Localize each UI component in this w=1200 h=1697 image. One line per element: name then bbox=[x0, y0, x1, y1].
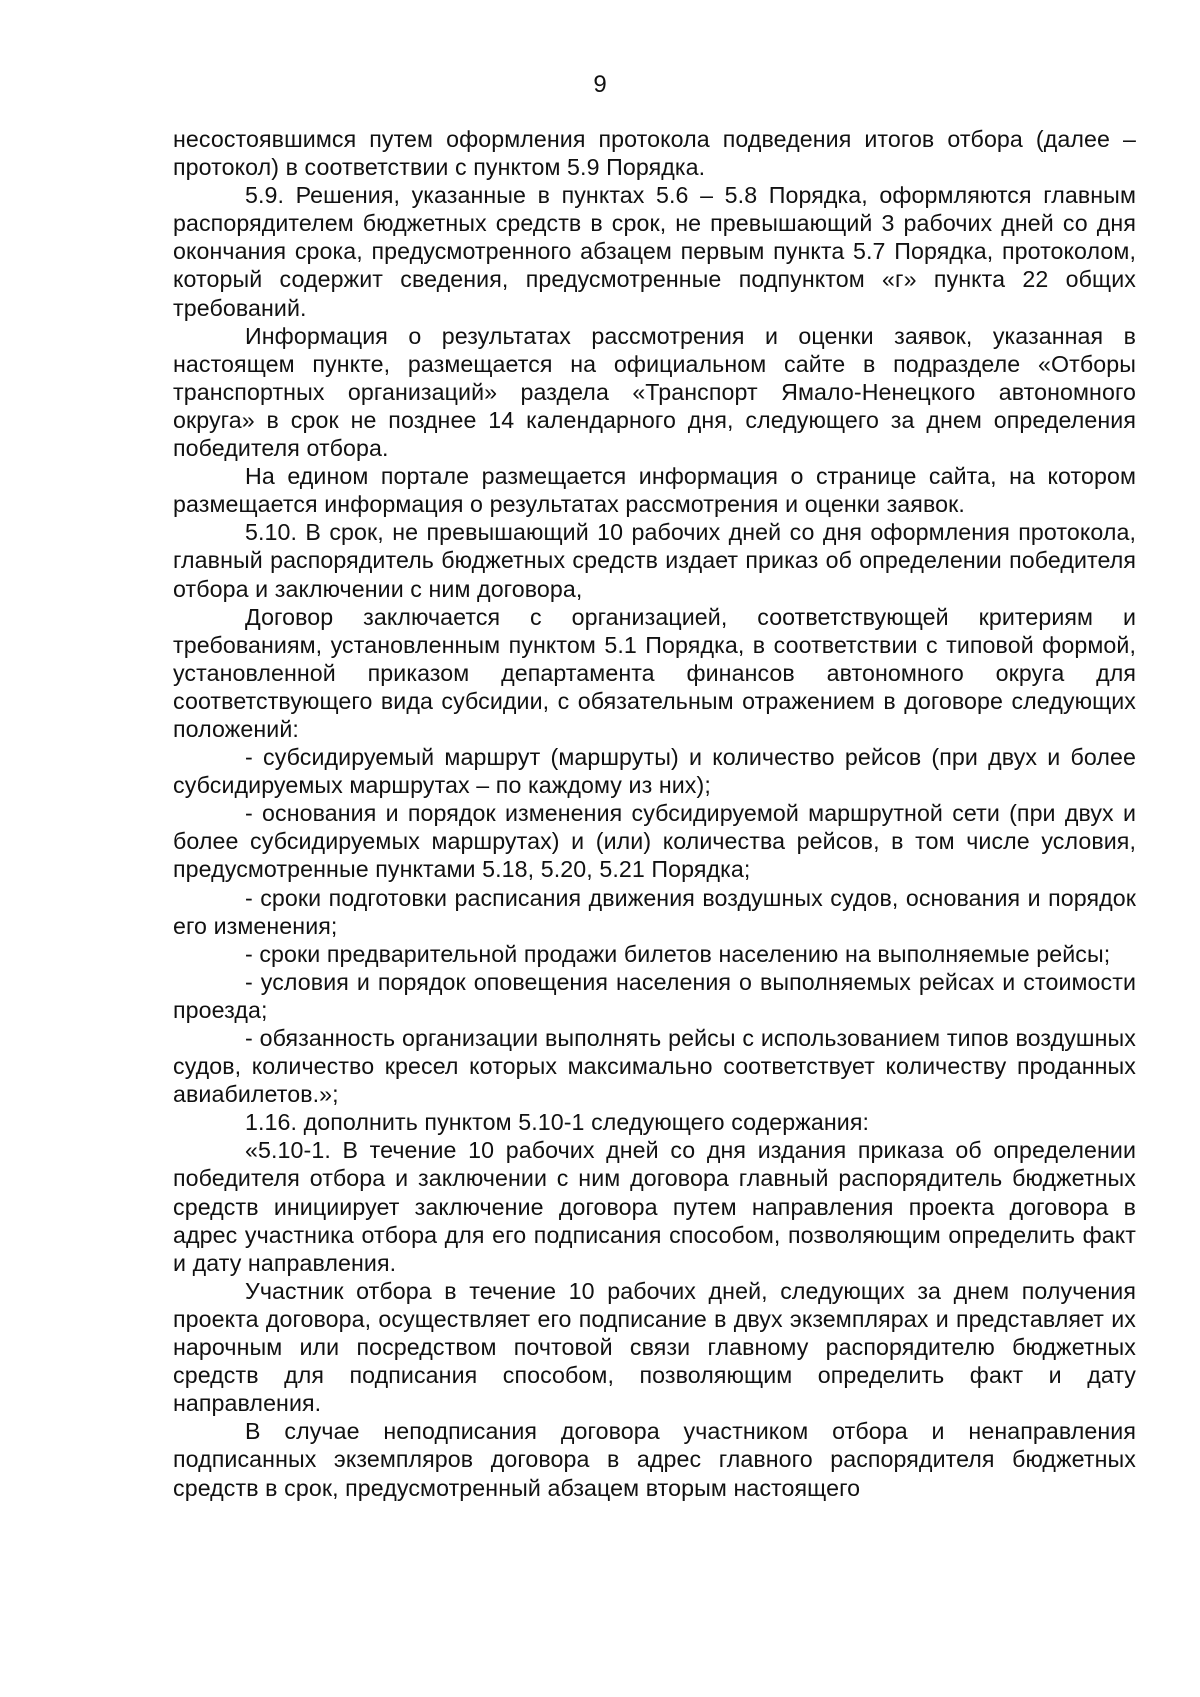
list-item-aircraft-obligation: - обязанность организации выполнять рейсы с использованием типов воздушных судов, количество кресел которых максимально соответствует количеству проданных авиабилетов.»; bbox=[173, 1025, 1136, 1108]
list-item-schedule: - сроки подготовки расписания движения воздушных судов, основания и порядок его изменения; bbox=[173, 884, 1136, 939]
list-item-presale: - сроки предварительной продажи билетов населению на выполняемые рейсы; bbox=[245, 940, 1111, 967]
page-number: 9 bbox=[593, 71, 607, 98]
list-item-notification: - условия и порядок оповещения населения о выполняемых рейсах и стоимости проезда; bbox=[173, 968, 1136, 1023]
paragraph-continuation: несостоявшимся путем оформления протокола подведения итогов отбора (далее – протокол) в соответствии с пунктом 5.9 Порядка. bbox=[173, 126, 1136, 181]
paragraph-non-signing: В случае неподписания договора участником отбора и ненаправления подписанных экземпляров договора в адрес главного распорядителя бюджетных средств в срок, предусмотренный абзацем вторым настоящего bbox=[173, 1418, 1136, 1501]
list-item-route-changes: - основания и порядок изменения субсидируемой маршрутной сети (при двух и более субсидируемых маршрутах) и (или) количества рейсов, в том числе условия, предусмотренные пунктами 5.18, 5.20, 5.21 Порядка; bbox=[173, 800, 1136, 883]
document-body bbox=[173, 125, 1136, 1502]
paragraph-5-9: 5.9. Решения, указанные в пунктах 5.6 – 5.8 Порядка, оформляются главным распорядителем бюджетных средств в срок, не превышающий 3 рабочих дней со дня окончания срока, предусмотренного абзацем первым пункта 5.7 Порядка, протоколом, который содержит сведения, предусмотренные подпунктом «г» пункта 22 общих требований. bbox=[173, 182, 1136, 321]
paragraph-5-10-1: «5.10-1. В течение 10 рабочих дней со дня издания приказа об определении победителя отбора и заключении с ним договора главный распорядитель бюджетных средств инициирует заключение договора путем направления проекта договора в адрес участника отбора для его подписания способом, позволяющим определить факт и дату направления. bbox=[173, 1137, 1136, 1276]
paragraph-contract-terms: Договор заключается с организацией, соответствующей критериям и требованиям, установленным пунктом 5.1 Порядка, в соответствии с типовой формой, установленной приказом департамента финансов автономного округа для соответствующего вида субсидии, с обязательным отражением в договоре следующих положений: bbox=[173, 603, 1136, 742]
paragraph-results-info: Информация о результатах рассмотрения и оценки заявок, указанная в настоящем пункте, размещается на официальном сайте в подразделе «Отборы транспортных организаций» раздела «Транспорт Ямало-Ненецкого автономного округа» в срок не позднее 14 календарного дня, следующего за днем определения победителя отбора. bbox=[173, 322, 1136, 462]
paragraph-participant-signing: Участник отбора в течение 10 рабочих дней, следующих за днем получения проекта договора, осуществляет его подписание в двух экземплярах и представляет их нарочным или посредством почтовой связи главному распорядителю бюджетных средств для подписания способом, позволяющим определить факт и дату направления. bbox=[173, 1277, 1136, 1417]
paragraph-5-10: 5.10. В срок, не превышающий 10 рабочих дней со дня оформления протокола, главный распорядитель бюджетных средств издает приказ об определении победителя отбора и заключении с ним договора, bbox=[173, 519, 1136, 602]
list-item-route: - субсидируемый маршрут (маршруты) и количество рейсов (при двух и более субсидируемых маршрутах – по каждому из них); bbox=[173, 744, 1136, 799]
paragraph-unified-portal: На едином портале размещается информация о странице сайта, на котором размещается информация о результатах рассмотрения и оценки заявок. bbox=[173, 463, 1136, 518]
paragraph-1-16: 1.16. дополнить пунктом 5.10-1 следующего содержания: bbox=[245, 1109, 870, 1136]
